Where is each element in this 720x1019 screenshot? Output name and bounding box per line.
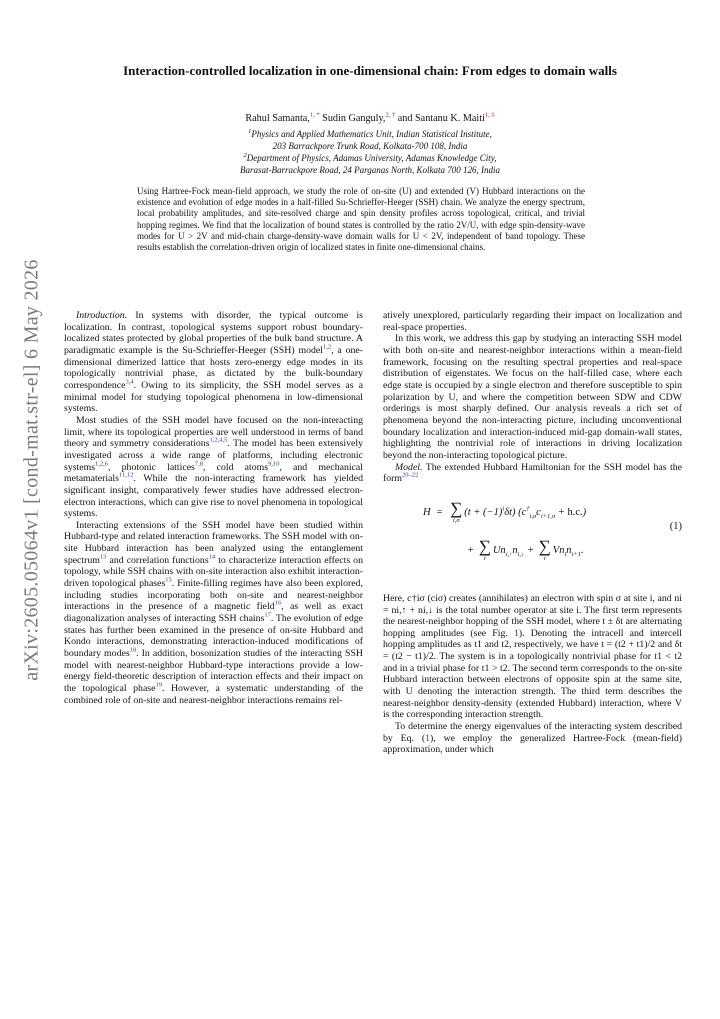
author-conjunction: and — [397, 113, 413, 124]
text-run: In systems with disorder, the typical outcome is localization. In contrast, topological systems support robust boundary-localized states protected by global properties of the bulk band structure. A paradigmatic example is the Su-Schrieffer-Heeger (SSH) model — [64, 310, 363, 356]
text-run: and correlation functions — [106, 554, 209, 566]
text-run: To determine the energy eigenvalues of the interacting system described by Eq. ( — [383, 721, 682, 744]
section-lead: Introduction. — [76, 310, 128, 321]
author-list — [70, 113, 670, 124]
text-run: Most studies of the SSH model have focused on the non-interacting limit, where its topological properties are well understood in terms of band theory and symmetry considerations — [64, 414, 363, 450]
affiliation-mark: 1 — [248, 128, 252, 135]
paper-title: Interaction-controlled localization in one-dimensional chain: From edges to domain walls — [123, 63, 617, 78]
affiliation-line — [70, 128, 670, 140]
paragraph — [64, 520, 363, 707]
paragraph — [64, 415, 363, 520]
text-run: Here, c†iσ (ciσ) creates (annihilates) an electron with spin σ at site i, and ni = ni,↑ + ni,↓ is the total number operator at site i. The first term represents the nearest-neighbor hopping of the SSH model, where t ± δt are alternating hopping amplitudes (see Fig. — [383, 592, 682, 639]
text-run: , photonic lattices — [108, 461, 195, 473]
abstract: Using Hartree-Fock mean-field approach, we study the role of on-site (U) and extended (V) Hubbard interactions on the existence and evolution of edge modes in a half-filled Su-Schrieffer-Heeger (SSH) chain. We analyze the energy spectrum, local probability amplitudes, and site-resolved charge and spin density profiles across topological, critical, and trivial hopping regimes. We find that the localization of bound states is controlled by the ratio 2V/U, with edge spin-density-wave modes for U > 2V and mid-chain charge-density-wave domain walls for U < 2V, independent of band topology. These results establish the correlation-driven origin of localized states in finite one-dimensional chains. — [137, 186, 585, 253]
paragraph — [383, 462, 682, 485]
author-name: Sudin Ganguly, — [322, 113, 386, 124]
equation-number: (1) — [669, 520, 682, 532]
text-run: to characterize interaction effects on topology, while SSH chains with on-site interaction also exhibit interaction-driven topological phases — [64, 554, 363, 590]
arxiv-sidebar-stamp — [10, 255, 54, 685]
citation-link[interactable]: 9,10 — [268, 460, 280, 468]
text-run: . In addition, bosonization studies of the interacting SSH model with nearest-neighbor Hubbard-type interactions provide a low-energy field-theoretic description of interaction effects and their impact on the topological phase — [64, 648, 363, 694]
citation-link[interactable]: 1,2 — [322, 343, 332, 351]
paragraph — [64, 310, 363, 415]
paragraph — [383, 593, 682, 721]
author-mark[interactable]: 2, † — [385, 111, 396, 119]
citation-link[interactable]: 15 — [165, 576, 172, 584]
text-run: , a one-dimensional dimerized lattice that hosts zero-energy edge modes in its topologically nontrivial phase, as dictated by the bulk-boundary correspondence — [64, 344, 363, 391]
affiliation-mark: 2 — [243, 152, 247, 159]
left-column — [64, 310, 363, 706]
figure-link[interactable]: 1 — [513, 627, 519, 639]
citation-link[interactable]: 13 — [99, 553, 107, 561]
text-run: . Finite-filling regimes have also been explored, including studies incorporating both on-site and nearest-neighbor interactions in the presence of a magnetic field — [64, 578, 363, 613]
citation-link[interactable]: 19 — [155, 681, 162, 689]
arxiv-identifier: arXiv:2605.05064v1 [cond-mat.str-el] 6 May 2026 — [20, 259, 43, 681]
citation-link[interactable]: 1,2,4,5 — [209, 436, 228, 444]
citation-link[interactable]: 14 — [208, 553, 216, 561]
citation-link[interactable]: 11,12 — [118, 471, 134, 479]
equation-line: H = ∑ i,σ $(t + (-1)^i\delta t)$ $(c^\dagger_{i,\sigma}c_{i+1,\sigma} + h.c.)$ — [423, 498, 587, 524]
hamiltonian-equation — [383, 499, 682, 579]
citation-link[interactable]: 16 — [274, 600, 282, 608]
citation-link[interactable]: 17 — [264, 611, 271, 619]
text-run: The extended Hubbard Hamiltonian for the SSH model has the form — [383, 461, 682, 485]
text-run: Interacting extensions of the SSH model have been studied within Hubbard-type and related interaction frameworks. The SSH model with on-site Hubbard interaction has been analyzed using the entanglement spectrum — [64, 519, 363, 566]
equation-link[interactable]: 1 — [425, 732, 431, 744]
paragraph: In this work, we address this gap by studying an interacting SSH model with both on-site and nearest-neighbor interactions within a mean-field framework, focusing on the resulting spectral properties and real-space distribution of eigenstates. We focus on the half-filled case, where each edge state is occupied by a single electron and therefore susceptible to spin polarization by U, and where the competition between SDW and CDW orderings is most sharply defined. Our analysis reveals a rich set of phenomena beyond the non-interacting picture, including unconventional boundary localization and interaction-induced mid-gap domain-wall states, highlighting the nontrivial role of interactions in driving localization beyond the non-interacting topological picture. — [383, 333, 682, 461]
text-run: . The evolution of edge states has further been examined in the presence of on-site Hubbard and Kondo interactions, demonstrating interaction-induced modifications of boundary modes — [64, 613, 363, 660]
affiliation-line — [70, 152, 670, 164]
author-name: Rahul Samanta, — [245, 113, 310, 124]
text-run: , as well as exact diagonalization analyses of interacting SSH chains — [64, 601, 363, 625]
citation-link[interactable]: 20–22 — [402, 471, 419, 479]
paragraph — [383, 721, 682, 756]
author-mark[interactable]: 1, * — [309, 111, 320, 119]
text-run: , cold atoms — [202, 461, 269, 473]
text-run: . Owing to its simplicity, the SSH model serves as a minimal model for studying topological phenomena in low-dimensional systems. — [64, 379, 363, 415]
citation-link[interactable]: 7,8 — [194, 460, 203, 468]
affiliation-line: Barasat-Barrackpore Road, 24 Parganas North, Kolkata 700 126, India — [239, 165, 501, 175]
text-run: ), we employ the generalized Hartree-Fock (mean-field) approximation, under which — [383, 732, 682, 756]
section-lead: Model. — [395, 461, 423, 473]
citation-link[interactable]: 3,4 — [125, 378, 134, 386]
text-run: . While the non-interacting framework has yielded significant insight, comparatively fewer studies have addressed electron-electron interactions, which can give rise to novel phenomena in topological systems. — [64, 473, 363, 520]
right-column — [383, 310, 682, 756]
text-run: . The model has been extensively investigated across a wide range of platforms, including electronic systems — [64, 438, 363, 473]
citation-link[interactable]: 18 — [129, 646, 137, 654]
affiliation-text: Department of Physics, Adamas University, Adamas Knowledge City, — [246, 153, 497, 163]
equation-line: + ∑ i $Un_{i,↑}n_{i,↓}$ + ∑ i $Vn_in_{i+1}$. — [467, 536, 584, 562]
paragraph: atively unexplored, particularly regarding their impact on localization and real-space properties. — [383, 310, 682, 333]
text-run: ). Denoting the intracell and intercell hopping amplitudes as t1 and t2, respectively, we have t = (t2 + t1)/2 and δt = (t2 − t1)/2. The system is in a topologically nontrivial phase for t1 < t2 and in a trivial phase for t1 > t2. The second term corresponds to the on-site Hubbard interaction between electrons of opposite spin at the same site, with U denoting the interaction strength. The third term describes the nearest-neighbor density-density (extended Hubbard) interaction, where V is the corresponding interaction strength. — [383, 627, 682, 721]
affiliation-text: Physics and Applied Mathematics Unit, Indian Statistical Institute, — [251, 129, 492, 139]
affiliation-line: 203 Barrackpore Trunk Road, Kolkata-700 108, India — [272, 141, 468, 151]
text-run: . However, a systematic understanding of the combined role of on-site and nearest-neighbor interactions remains rel- — [64, 683, 363, 706]
citation-link[interactable]: 1,2,6 — [95, 460, 109, 468]
author-name: Santanu K. Maiti — [415, 113, 485, 124]
text-run: , and mechanical metamaterials — [64, 461, 363, 485]
author-mark[interactable]: 1, ‡ — [484, 111, 495, 119]
